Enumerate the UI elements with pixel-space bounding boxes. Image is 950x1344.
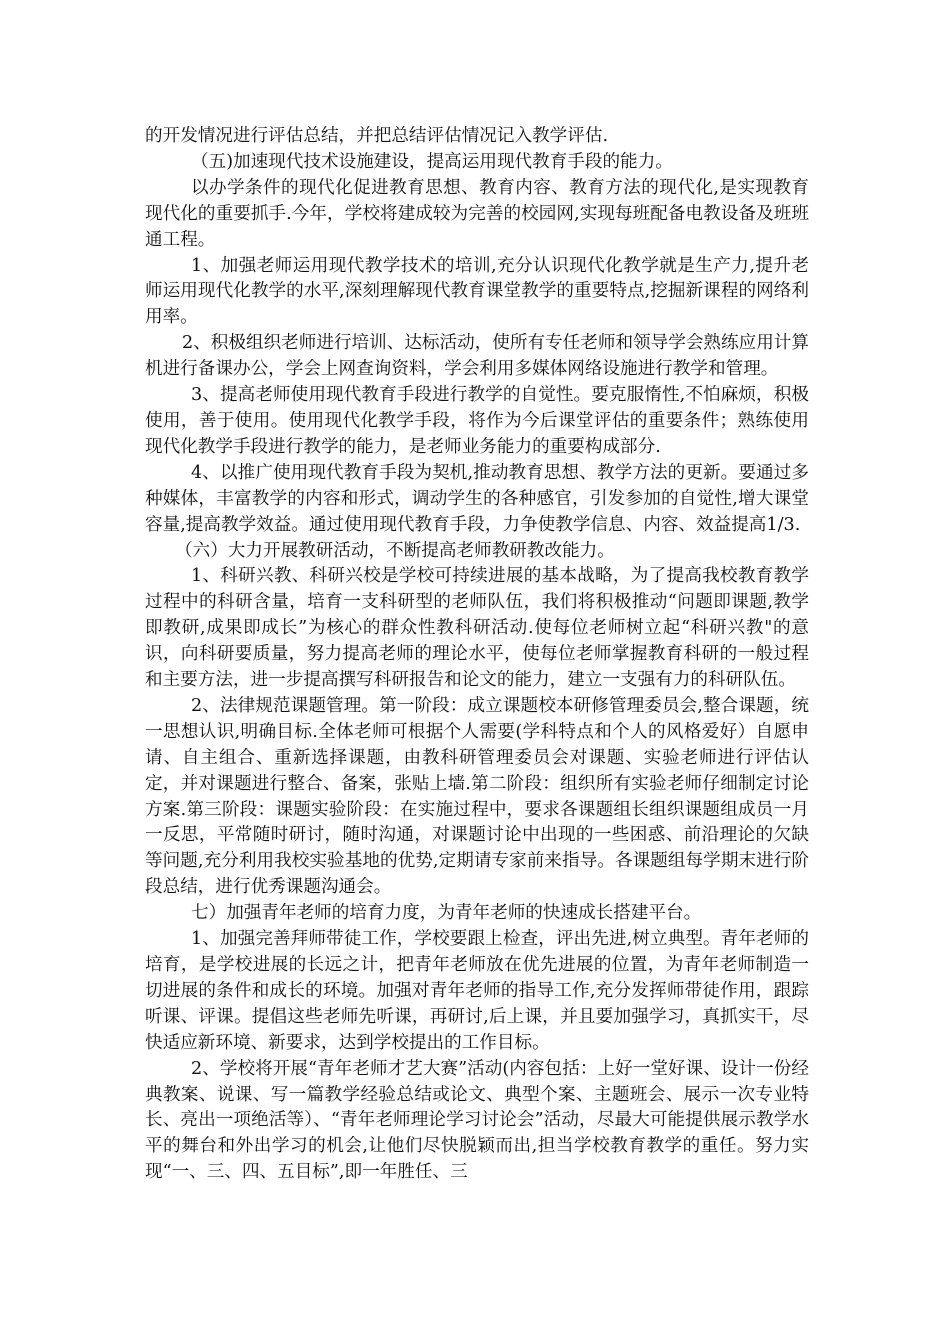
paragraph-9: 1、科研兴教、科研兴校是学校可持续进展的基本战略，为了提高我校教育教学过程中的科研含量，培育一支科研型的老师队伍，我们将积极推动“问题即课题,教学即教研,成果即成长”为核心的群众性教科研活动.使每位老师树立起“科研兴教"的意识，向科研要质量，努力提高老师的理论水平，使每位老师掌握教育科研的一般过程和主要方法，进一步提高撰写科研报告和论文的能力，建立一支强有力的科研队伍。 bbox=[145, 566, 809, 691]
paragraph-7: 4、以推广使用现代教育手段为契机,推动教育思想、教学方法的更新。要通过多种媒体，丰富教学的内容和形式，调动学生的各种感官，引发参加的自觉性,增大课堂容量,提高教学效益。通过使用现代教育手段，力争使教学信息、内容、效益提高1/3. bbox=[145, 462, 809, 535]
document-body bbox=[145, 124, 809, 1186]
paragraph-12: 1、加强完善拜师带徒工作，学校要跟上检查，评出先进,树立典型。青年老师的培育，是学校进展的长远之计，把青年老师放在优先进展的位置，为青年老师制造一切进展的条件和成长的环境。加强对青年老师的指导工作,充分发挥师带徒作用，跟踪听课、评课。提倡这些老师先听课，再研讨,后上课，并且要加强学习，真抓实干，尽快适应新环境、新要求，达到学校提出的工作目标。 bbox=[145, 929, 809, 1053]
paragraph-8: （六）大力开展教研活动，不断提高老师教研教改能力。 bbox=[175, 540, 615, 561]
paragraph-1: 的开发情况进行评估总结，并把总结评估情况记入教学评估. bbox=[145, 126, 609, 146]
paragraph-5: 2、积极组织老师进行培训、达标活动，使所有专任老师和领导学会熟练应用计算机进行备课办公，学会上网查询资料，学会利用多媒体网络设施进行教学和管理。 bbox=[145, 333, 809, 380]
paragraph-13: 2、学校将开展“青年老师才艺大赛”活动(内容包括：上好一堂好课、设计一份经典教案、说课、写一篇教学经验总结或论文、典型个案、主题班会、展示一次专业特长、亮出一项绝活等）、“青年老师理论学习讨论会”活动，尽最大可能提供展示教学水平的舞台和外出学习的机会,让他们尽快脱颖而出,担当学校教育教学的重任。努力实现“一、三、四、五目标”,即一年胜任、三 bbox=[145, 1058, 809, 1183]
paragraph-11: 七）加强青年老师的培育力度，为青年老师的快速成长搭建平台。 bbox=[191, 903, 702, 924]
paragraph-4: 1、加强老师运用现代教学技术的培训,充分认识现代化教学就是生产力,提升老师运用现代化教学的水平,深刻理解现代教育课堂教学的重要特点,挖掘新课程的网络利用率。 bbox=[145, 255, 809, 328]
paragraph-3: 以办学条件的现代化促进教育思想、教育内容、教育方法的现代化,是实现教育现代化的重要抓手.今年，学校将建成较为完善的校园网,实现每班配备电教设备及班班通工程。 bbox=[145, 177, 809, 250]
paragraph-2: （五)加速现代技术设施建设，提高运用现代教育手段的能力。 bbox=[191, 151, 673, 172]
paragraph-6: 3、提高老师使用现代教育手段进行教学的自觉性。要克服惰性,不怕麻烦，积极使用，善于使用。使用现代化教学手段，将作为今后课堂评估的重要条件；熟练使用现代化教学手段进行教学的能力，是老师业务能力的重要构成部分. bbox=[145, 385, 809, 457]
paragraph-10: 2、法律规范课题管理。第一阶段：成立课题校本研修管理委员会,整合课题，统一思想认识,明确目标.全体老师可根据个人需要(学科特点和个人的风格爱好）自愿申请、自主组合、重新选择课题，由教科研管理委员会对课题、实验老师进行评估认定，并对课题进行整合、备案，张贴上墙.第二阶段：组织所有实验老师仔细制定讨论方案.第三阶段：课题实验阶段：在实施过程中，要求各课题组长组织课题组成员一月一反思，平常随时研讨，随时沟通，对课题讨论中出现的一些困惑、前沿理论的欠缺等问题,充分利用我校实验基地的优势,定期请专家前来指导。各课题组每学期末进行阶段总结，进行优秀课题沟通会。 bbox=[145, 695, 809, 898]
